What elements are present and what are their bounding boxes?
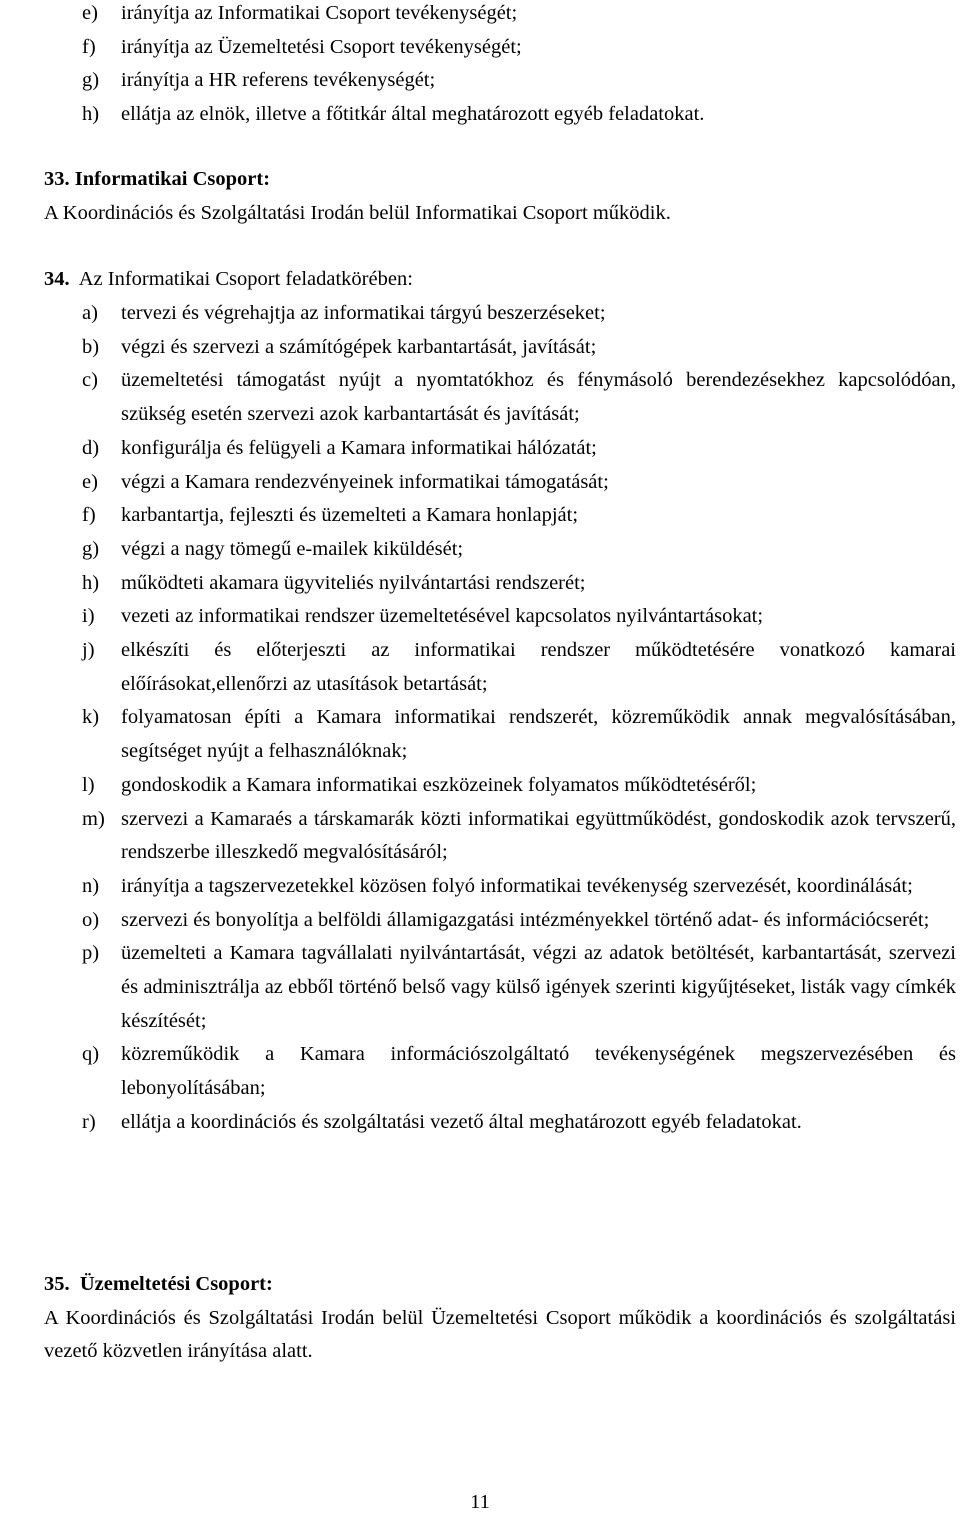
page-number: 11	[470, 1491, 490, 1513]
list-item: o) szervezi és bonyolítja a belföldi államigazgatási intézményekkel történő adat- és információcserét;	[82, 908, 930, 931]
list-item: q) közreműködik a Kamara információszolgáltató tevékenységének megszervezésében és lebonyolításában;	[82, 1043, 956, 1100]
section-35	[44, 1268, 956, 1369]
list-item: d) konfigurálja és felügyeli a Kamara informatikai hálózatát;	[82, 436, 597, 459]
list-item: m) szervezi a Kamaraés a társkamarák közti informatikai együttműködést, gondoskodik azok tervszerű, rendszerbe illeszkedő megvalósításáról;	[82, 807, 956, 864]
list-item: f) irányítja az Üzemeltetési Csoport tevékenységét;	[82, 35, 522, 58]
list-item: i) vezeti az informatikai rendszer üzemeltetésével kapcsolatos nyilvántartásokat;	[82, 605, 764, 628]
list-item: c) üzemeltetési támogatást nyújt a nyomtatókhoz és fénymásoló berendezésekhez kapcsolódóan, szükség esetén szervezi azok karbantartását és javítását;	[82, 369, 956, 426]
list-item: e) irányítja az Informatikai Csoport tevékenységét;	[82, 2, 518, 24]
section-33	[44, 163, 956, 230]
section-body: A Koordinációs és Szolgáltatási Irodán belül Üzemeltetési Csoport működik a koordinációs és szolgáltatási vezető közvetlen irányítása alatt.	[44, 1306, 956, 1363]
section-heading: 35. Üzemeltetési Csoport:	[44, 1273, 273, 1295]
list-item: r) ellátja a koordinációs és szolgáltatási vezető által meghatározott egyéb feladatokat.	[82, 1110, 802, 1133]
list-item: e) végzi a Kamara rendezvényeinek informatikai támogatását;	[82, 470, 609, 493]
list-item: g) végzi a nagy tömegű e-mailek kiküldését;	[82, 537, 464, 560]
list-item: h) ellátja az elnök, illetve a főtitkár által meghatározott egyéb feladatokat.	[82, 103, 705, 126]
top-list	[82, 0, 956, 132]
list-item: l) gondoskodik a Kamara informatikai eszközeinek folyamatos működtetéséről;	[82, 773, 757, 796]
list-item: k) folyamatosan építi a Kamara informatikai rendszerét, közreműködik annak megvalósításában, segítséget nyújt a felhasználóknak;	[82, 706, 956, 763]
list-item: f) karbantartja, fejleszti és üzemelteti a Kamara honlapját;	[82, 504, 579, 527]
section-heading: 34. Az Informatikai Csoport feladatkörében:	[44, 268, 413, 290]
section-body: A Koordinációs és Szolgáltatási Irodán belül Informatikai Csoport működik.	[44, 201, 671, 224]
list-item: g) irányítja a HR referens tevékenységét;	[82, 69, 436, 92]
section-34	[44, 263, 956, 297]
section-heading: 33. Informatikai Csoport:	[44, 168, 271, 190]
list-item: j) elkészíti és előterjeszti az informatikai rendszer működtetésére vonatkozó kamarai előírásokat,ellenőrzi az utasítások betartását;	[82, 639, 956, 695]
list-item: h) működteti akamara ügyviteliés nyilvántartási rendszerét;	[82, 571, 586, 594]
list-item: a) tervezi és végrehajtja az informatikai tárgyú beszerzéseket;	[82, 302, 606, 324]
list-item: n) irányítja a tagszervezetekkel közösen folyó informatikai tevékenység szervezését, koordinálását;	[82, 874, 913, 897]
list-item: p) üzemelteti a Kamara tagvállalati nyilvántartását, végzi az adatok betöltését, karbantartását, szervezi és adminisztrálja az ebből történő belső vagy külső igények szerinti kigyűjtéseket, listák vagy címkék készítését;	[82, 942, 956, 1032]
list-item: b) végzi és szervezi a számítógépek karbantartását, javítását;	[82, 335, 597, 358]
s34-list	[82, 297, 956, 1140]
